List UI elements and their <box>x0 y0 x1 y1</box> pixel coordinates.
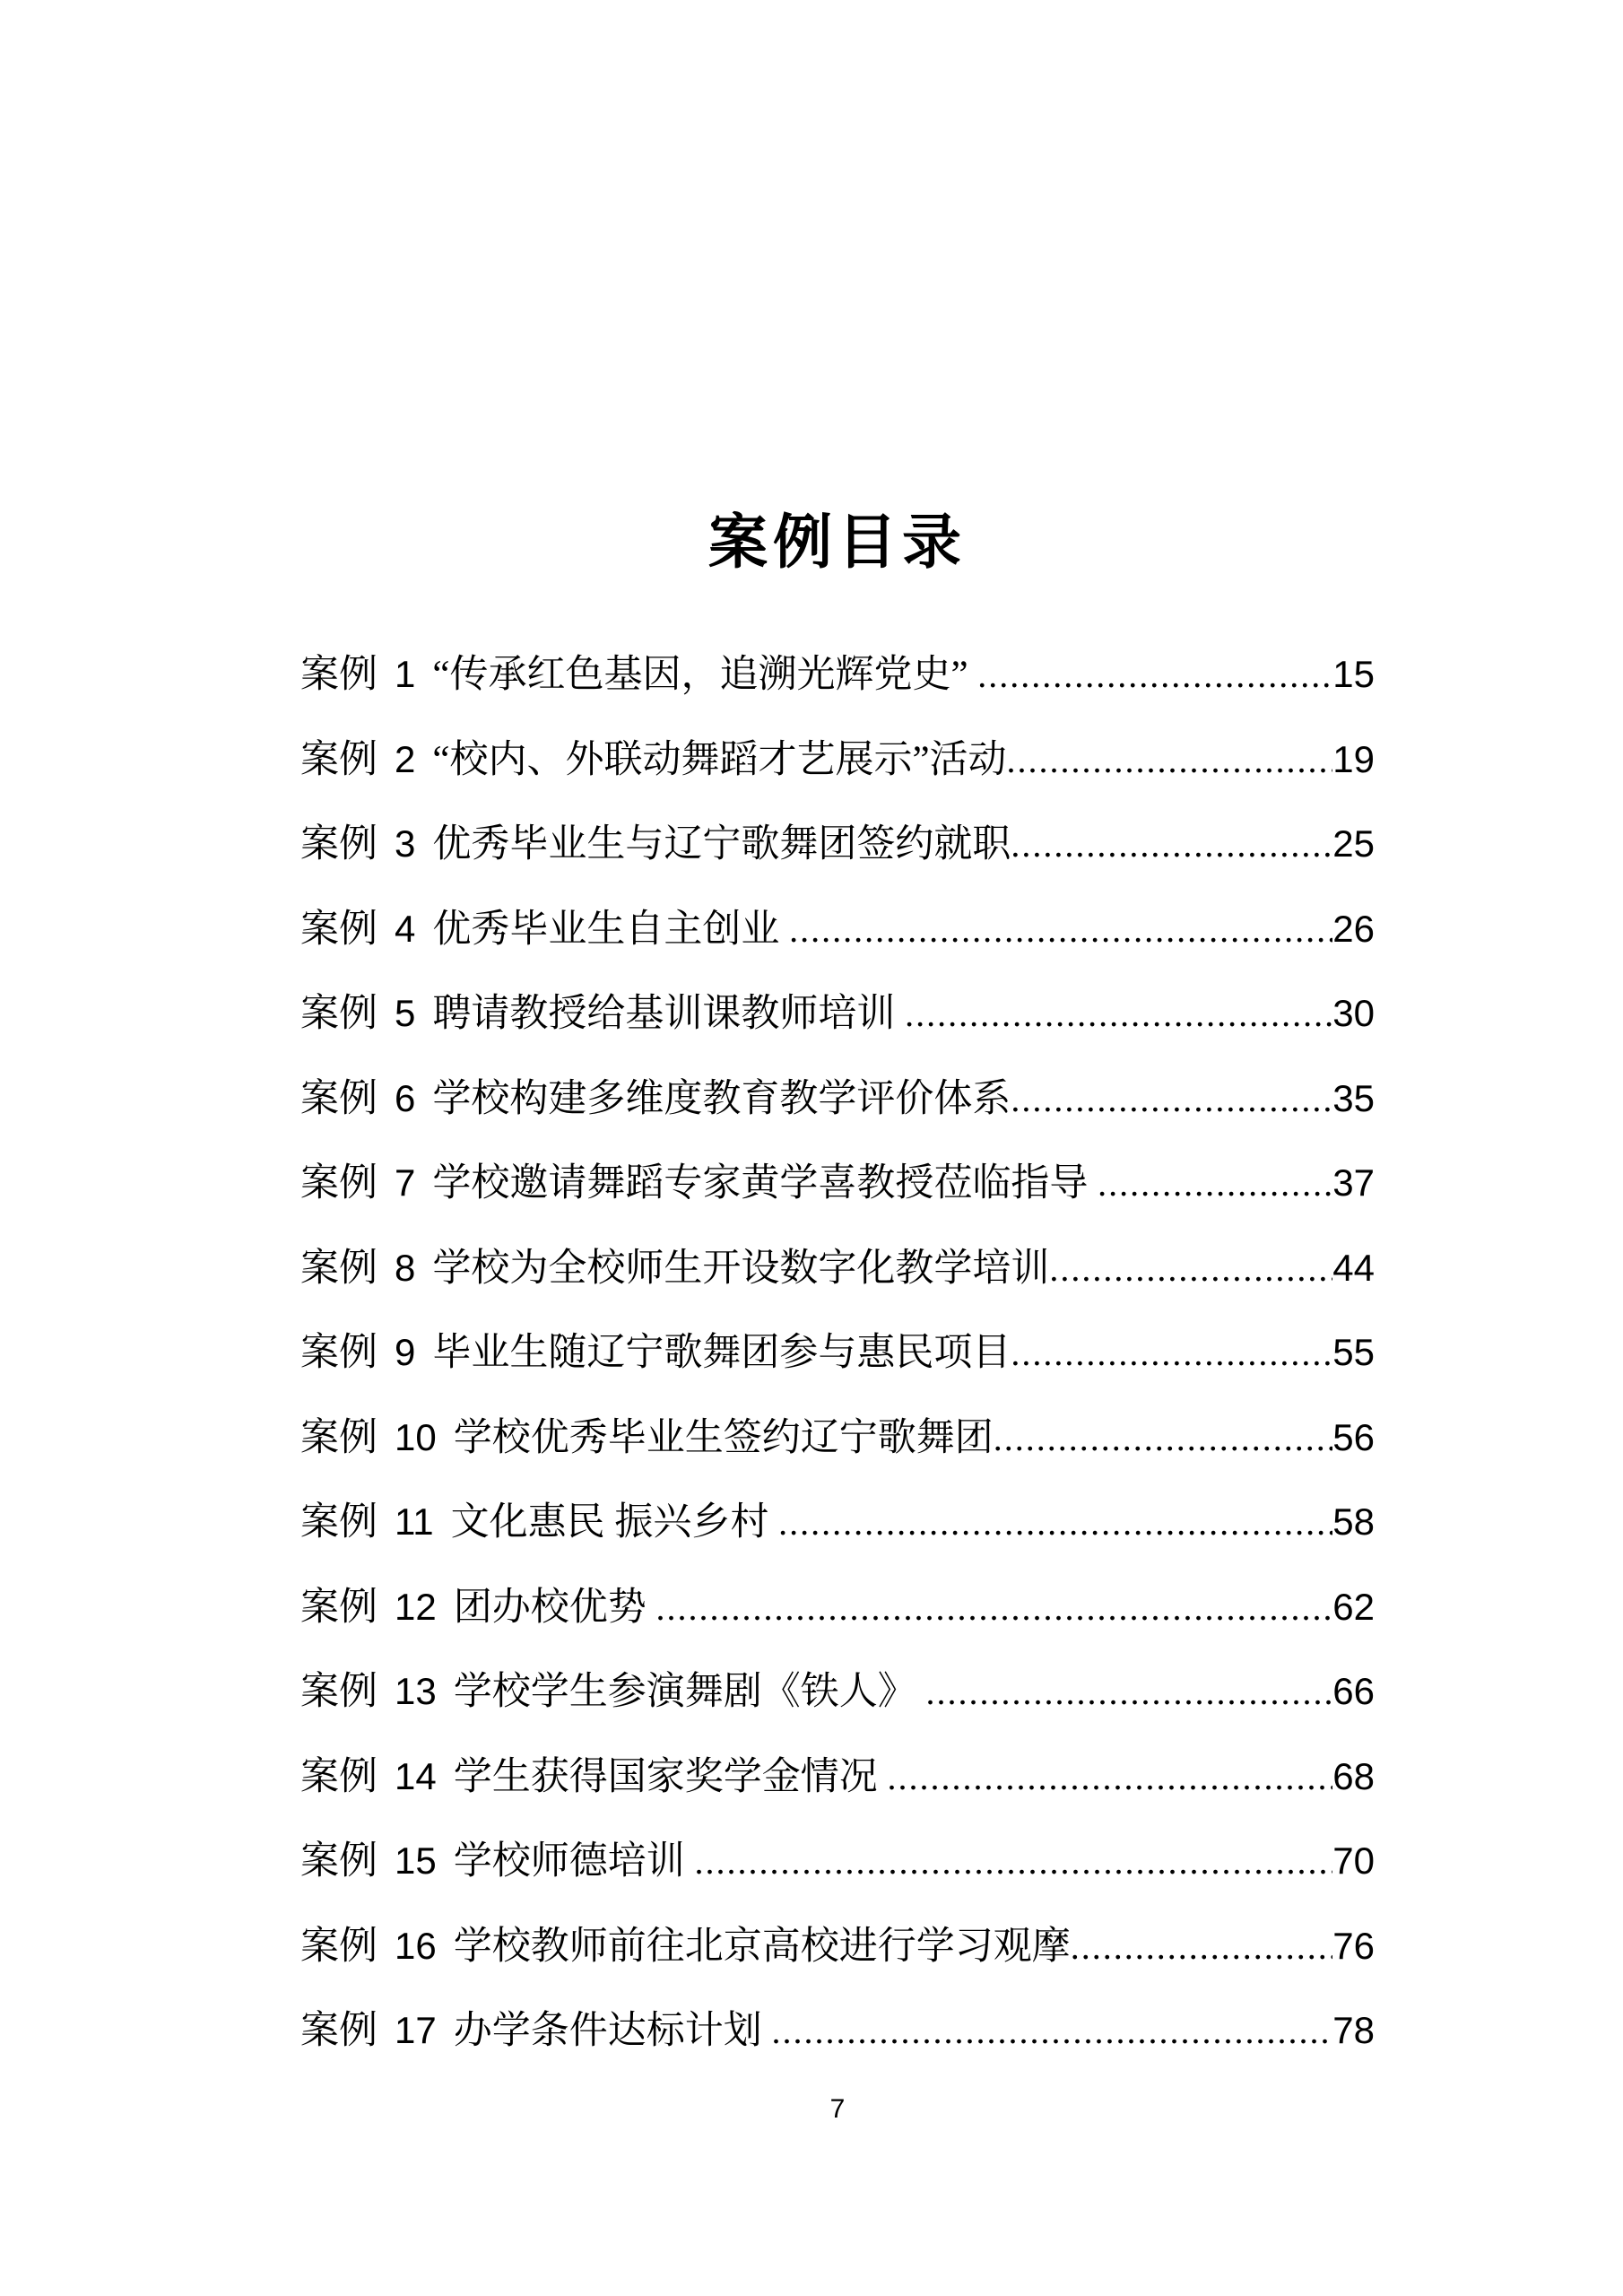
toc-entry-prefix: 案例 <box>300 1671 378 1713</box>
toc-entry[interactable] <box>300 1057 1375 1142</box>
dot-leader <box>1011 1311 1332 1396</box>
toc-entry-page: 25 <box>1332 822 1375 865</box>
toc-entry-number: 13 <box>395 1670 437 1712</box>
toc-entry-prefix: 案例 <box>300 993 378 1035</box>
toc-entry[interactable] <box>300 887 1375 972</box>
dot-leader <box>925 1650 1332 1735</box>
toc-entry-prefix: 案例 <box>300 1755 378 1798</box>
toc-entry-number: 3 <box>395 822 416 865</box>
toc-entry-prefix: 案例 <box>300 1840 378 1883</box>
toc-entry-title: 学校为全校师生开设数字化教学培训 <box>432 1247 1050 1290</box>
toc-entry[interactable] <box>300 1988 1375 2074</box>
dot-leader <box>694 1820 1332 1905</box>
toc-entry-page: 78 <box>1332 2009 1375 2051</box>
toc-entry-page: 15 <box>1332 653 1375 695</box>
toc-entry-page: 66 <box>1332 1670 1375 1712</box>
toc-entry[interactable] <box>300 1904 1375 1989</box>
toc-entry-number: 16 <box>395 1924 437 1967</box>
toc-entry-page: 58 <box>1332 1500 1375 1543</box>
toc-entry-prefix: 案例 <box>300 2010 378 2052</box>
toc-entry-title: 学生获得国家奖学金情况 <box>453 1755 888 1798</box>
dot-leader <box>1007 718 1333 804</box>
toc-entry-prefix: 案例 <box>300 1501 378 1544</box>
toc-entry-title: 学校教师前往北京高校进行学习观摩 <box>453 1925 1071 1968</box>
toc-entry-prefix: 案例 <box>300 1586 378 1629</box>
toc-entry-prefix: 案例 <box>300 823 378 865</box>
toc-entry-prefix: 案例 <box>300 908 378 951</box>
toc-entry-prefix: 案例 <box>300 1416 378 1459</box>
toc-entry-title: 优秀毕业生自主创业 <box>432 908 790 951</box>
toc-entry-number: 17 <box>395 2009 437 2051</box>
dot-leader <box>1071 1905 1333 1990</box>
dot-leader <box>905 972 1332 1057</box>
toc-entry-title: 毕业生随辽宁歌舞团参与惠民项目 <box>432 1332 1011 1374</box>
dot-leader <box>655 1566 1332 1651</box>
dot-leader <box>778 1481 1332 1566</box>
toc-entry-page: 76 <box>1332 1924 1375 1967</box>
toc-entry-number: 2 <box>395 737 416 780</box>
dot-leader <box>1098 1142 1332 1227</box>
toc-entry[interactable] <box>300 1226 1375 1311</box>
toc-entry-prefix: 案例 <box>300 1247 378 1290</box>
dot-leader <box>887 1735 1332 1821</box>
toc-entry-number: 9 <box>395 1331 416 1373</box>
toc-entry-number: 11 <box>395 1500 434 1543</box>
toc-entry-page: 70 <box>1332 1839 1375 1882</box>
toc-entry[interactable] <box>300 718 1375 803</box>
toc-entry[interactable] <box>300 1735 1375 1820</box>
toc-entry-title: 文化惠民 振兴乡村 <box>450 1501 779 1544</box>
toc-entry-page: 19 <box>1332 737 1375 780</box>
dot-leader <box>1049 1227 1332 1312</box>
toc-entry-title: “传承红色基因，追溯光辉党史” <box>432 654 978 696</box>
toc-entry[interactable] <box>300 1141 1375 1226</box>
toc-entry-title: 学校师德培训 <box>453 1840 695 1883</box>
toc-entry-page: 30 <box>1332 992 1375 1034</box>
toc-entry[interactable] <box>300 802 1375 887</box>
toc-entry-number: 15 <box>395 1839 437 1882</box>
page-title: 案例目录 <box>708 510 967 576</box>
toc-entry-page: 55 <box>1332 1331 1375 1373</box>
toc-entry[interactable] <box>300 1396 1375 1481</box>
toc-entry[interactable] <box>300 971 1375 1057</box>
toc-entry[interactable] <box>300 1819 1375 1904</box>
toc-entry-title: “校内、外联动舞蹈才艺展示”活动 <box>432 738 1007 781</box>
dot-leader <box>1011 803 1332 888</box>
toc-entry-number: 7 <box>395 1161 416 1204</box>
toc-entry-number: 10 <box>395 1415 437 1458</box>
toc-entry-page: 68 <box>1332 1754 1375 1797</box>
toc-entry-prefix: 案例 <box>300 1332 378 1374</box>
dot-leader <box>977 633 1332 718</box>
toc-entry-prefix: 案例 <box>300 1077 378 1120</box>
toc-entry-prefix: 案例 <box>300 1925 378 1968</box>
toc-entry-title: 学校优秀毕业生签约辽宁歌舞团 <box>453 1416 994 1459</box>
footer-page-number: 7 <box>829 2094 846 2124</box>
toc-entry[interactable] <box>300 632 1375 718</box>
toc-entry-prefix: 案例 <box>300 1162 378 1205</box>
toc-entry-number: 8 <box>395 1246 416 1289</box>
table-of-contents <box>300 632 1375 2074</box>
toc-entry-title: 优秀毕业生与辽宁歌舞团签约就职 <box>432 823 1011 865</box>
toc-entry[interactable] <box>300 1649 1375 1735</box>
dot-leader <box>789 888 1332 973</box>
toc-entry-prefix: 案例 <box>300 654 378 696</box>
toc-entry[interactable] <box>300 1480 1375 1565</box>
toc-entry-page: 62 <box>1332 1585 1375 1628</box>
toc-entry[interactable] <box>300 1310 1375 1396</box>
toc-entry-number: 4 <box>395 907 416 950</box>
dot-leader <box>1011 1057 1332 1143</box>
toc-entry-number: 1 <box>395 653 416 695</box>
toc-entry-page: 56 <box>1332 1415 1375 1458</box>
toc-entry-title: 学校学生参演舞剧《铁人》 <box>453 1671 926 1713</box>
toc-entry-number: 12 <box>395 1585 437 1628</box>
toc-entry-prefix: 案例 <box>300 738 378 781</box>
toc-entry-number: 5 <box>395 992 416 1034</box>
toc-entry-page: 26 <box>1332 907 1375 950</box>
toc-entry-page: 44 <box>1332 1246 1375 1289</box>
toc-entry-page: 37 <box>1332 1161 1375 1204</box>
toc-entry-title: 聘请教授给基训课教师培训 <box>432 993 906 1035</box>
dot-leader <box>771 1989 1332 2074</box>
toc-entry-title: 办学条件达标计划 <box>453 2010 772 2052</box>
toc-entry-number: 6 <box>395 1076 416 1119</box>
toc-entry[interactable] <box>300 1565 1375 1650</box>
toc-entry-title: 学校邀请舞蹈专家黄学喜教授莅临指导 <box>432 1162 1098 1205</box>
toc-entry-title: 学校构建多维度教育教学评价体系 <box>432 1077 1011 1120</box>
toc-entry-page: 35 <box>1332 1076 1375 1119</box>
dot-leader <box>994 1396 1333 1482</box>
toc-entry-title: 团办校优势 <box>453 1586 656 1629</box>
toc-entry-number: 14 <box>395 1754 437 1797</box>
